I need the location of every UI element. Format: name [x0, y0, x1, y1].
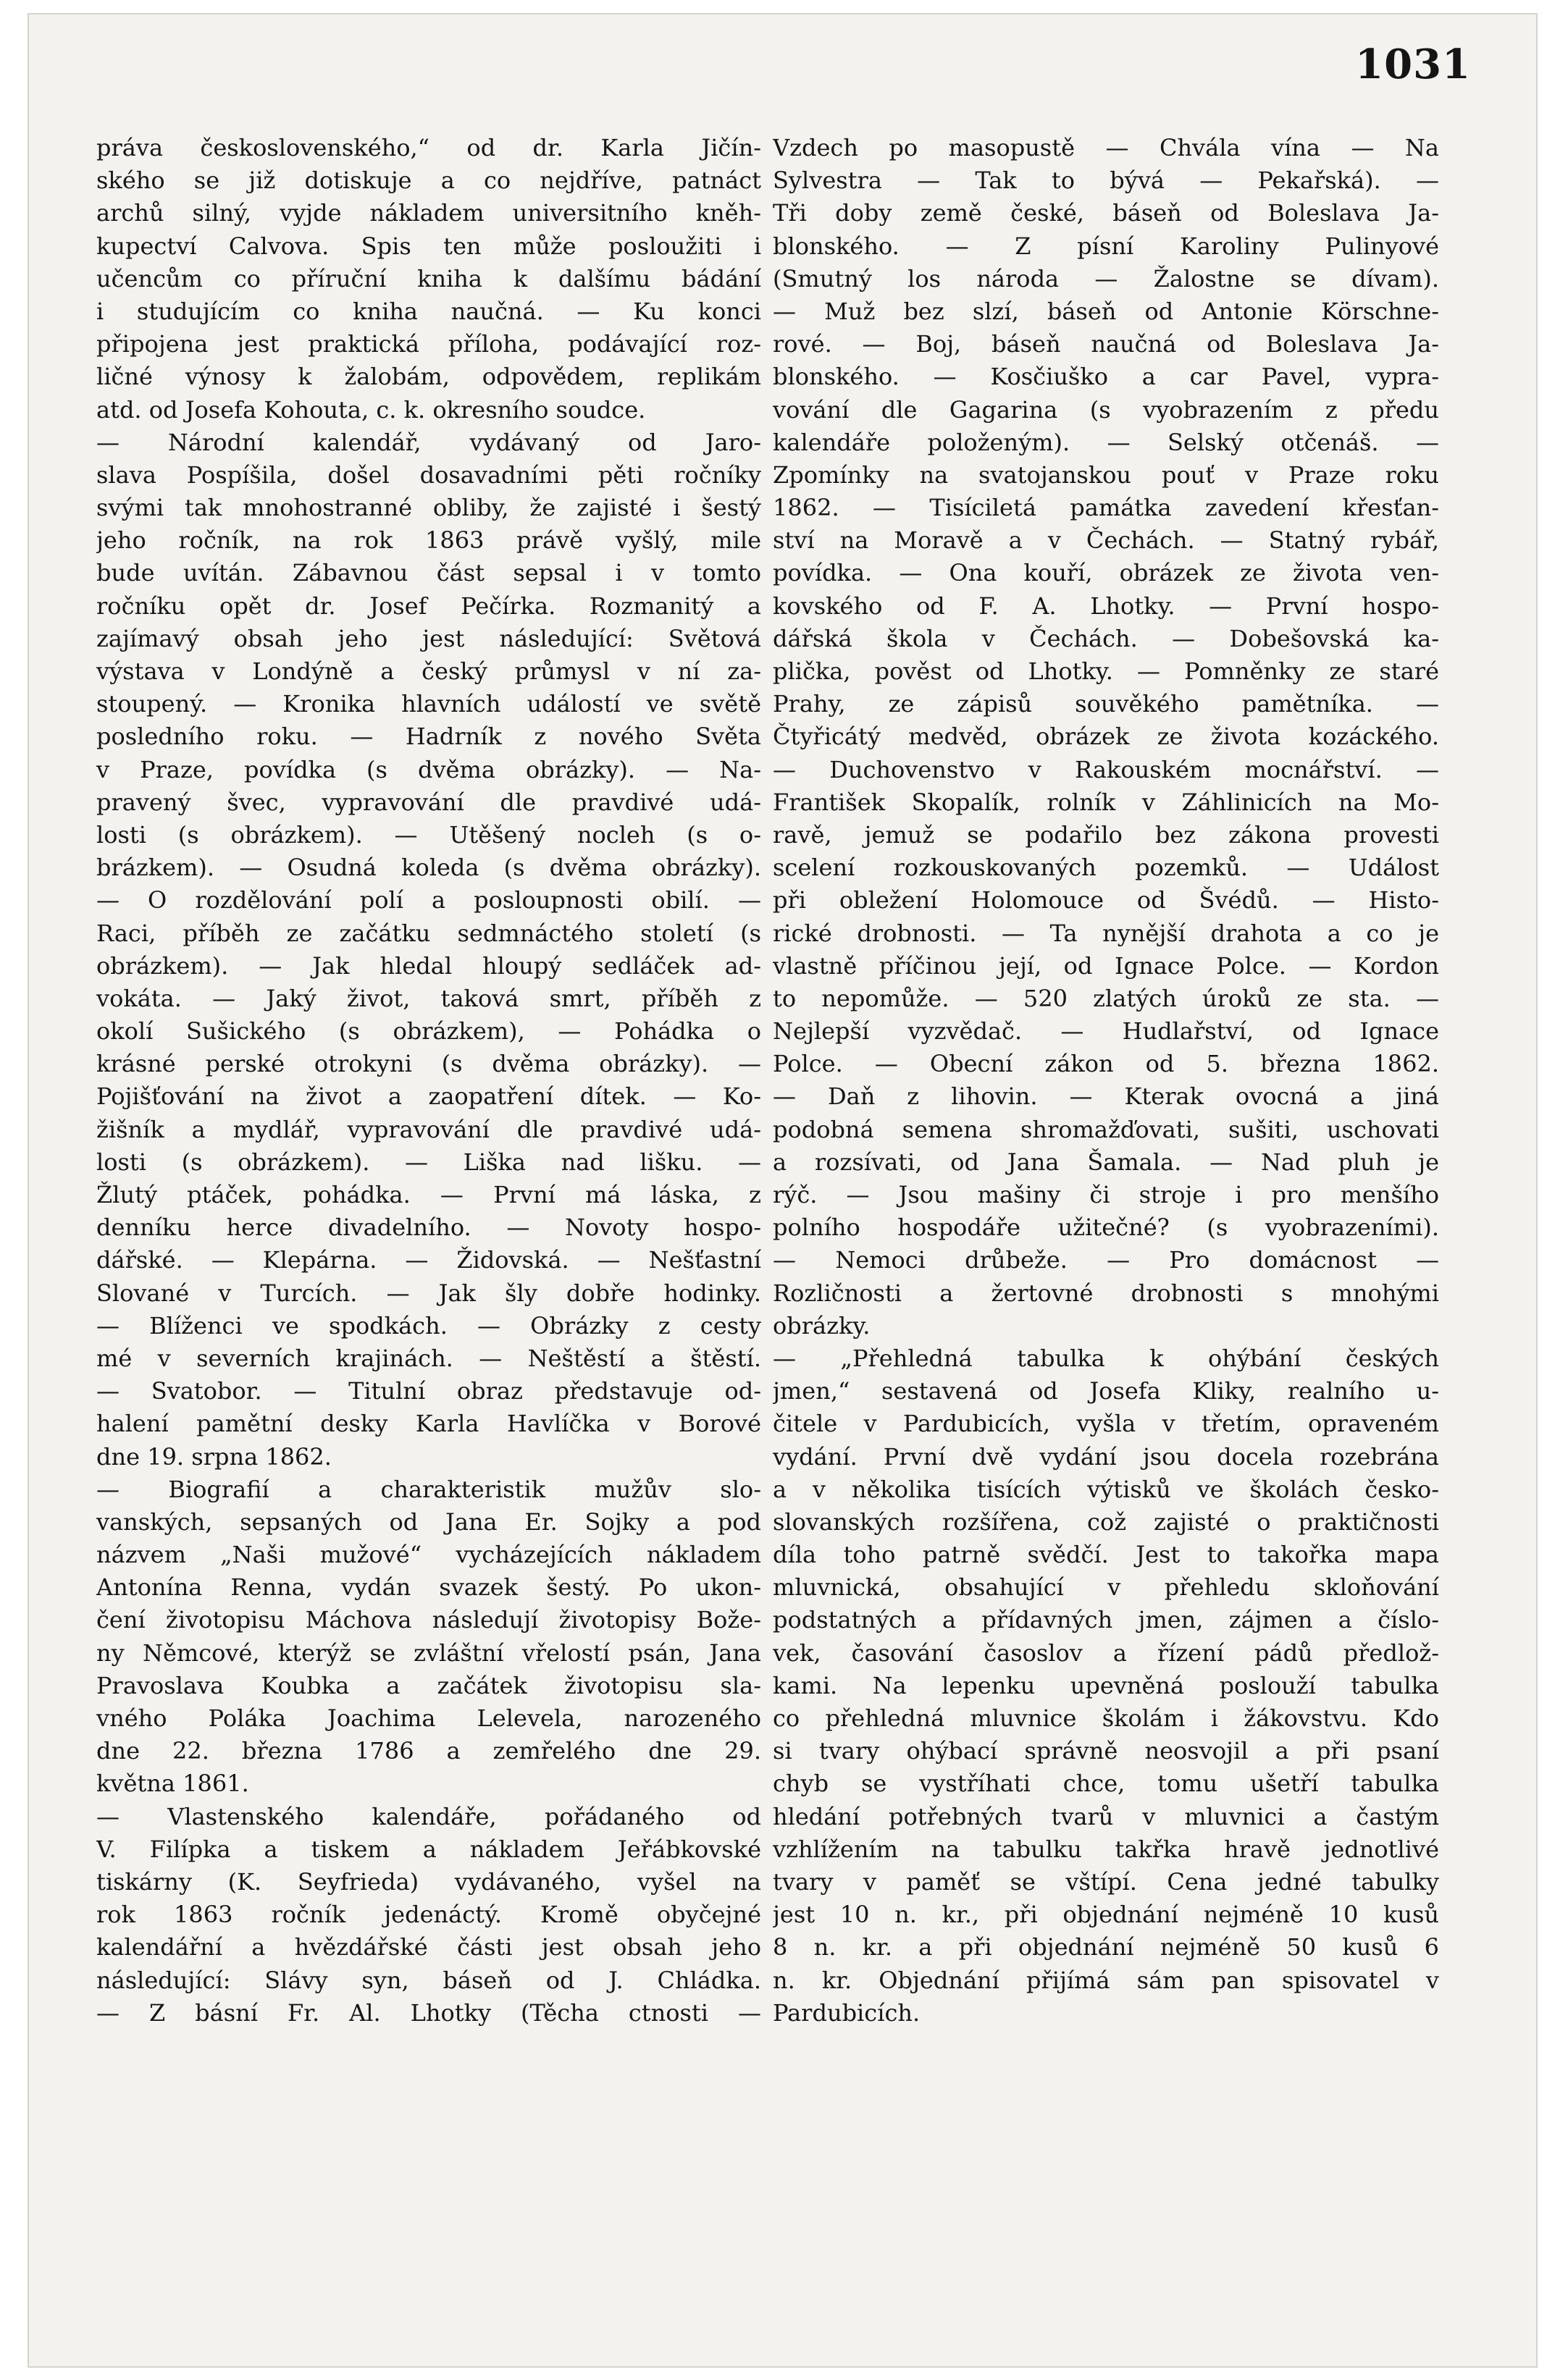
text-line: — Muž bez slzí, báseň od Antonie Körschne-	[773, 297, 1439, 325]
text-line: — Nemoci drůbeže. — Pro domácnost —	[773, 1246, 1439, 1274]
text-line: — Vlastenského kalendáře, pořádaného od	[96, 1802, 761, 1830]
text-line: Antonína Renna, vydán svazek šestý. Po ukon-	[96, 1573, 761, 1602]
text-line: vek, časování časoslov a řízení pádů předlož-	[773, 1639, 1439, 1667]
text-line: práva československého,“ od dr. Karla Jičín-	[96, 134, 761, 161]
text-line: Žlutý ptáček, pohádka. — První má láska, z	[96, 1181, 761, 1208]
text-line: — Svatobor. — Titulní obraz představuje od-	[96, 1377, 761, 1405]
text-line: brázkem). — Osudná koleda (s dvěma obrázky).	[96, 854, 761, 882]
text-line: ny Němcové, kterýž se zvláštní vřelostí psán, Jana	[96, 1639, 761, 1667]
text-line: Raci, příběh ze začátku sedmnáctého století (s	[96, 919, 761, 947]
text-line: Polce. — Obecní zákon od 5. března 1862.	[773, 1050, 1439, 1078]
text-line: bude uvítán. Zábavnou část sepsal i v tomto	[96, 559, 761, 587]
text-line: kami. Na lepenku upevněná poslouží tabulka	[773, 1671, 1439, 1699]
text-line: jmen,“ sestavená od Josefa Kliky, realního u-	[773, 1377, 1439, 1405]
text-line: chyb se vystříhati chce, tomu ušetří tabulka	[773, 1770, 1439, 1798]
text-line: Slované v Turcích. — Jak šly dobře hodinky.	[96, 1279, 761, 1307]
text-line: Vzdech po masopustě — Chvála vína — Na	[773, 134, 1439, 161]
text-line: jeho ročník, na rok 1863 právě vyšlý, mile	[96, 526, 761, 555]
text-line: V. Filípka a tiskem a nákladem Jeřábkovské	[96, 1835, 761, 1863]
text-line: stoupený. — Kronika hlavních událostí ve světě	[96, 690, 761, 718]
text-line: Nejlepší vyzvědač. — Hudlařství, od Ignace	[773, 1017, 1439, 1046]
text-line: Pardubicích.	[773, 1998, 921, 2027]
text-line: jest 10 n. kr., při objednání nejméně 10 kusů	[773, 1901, 1439, 1929]
text-line: žišník a mydlář, vypravování dle pravdivé udá-	[96, 1115, 761, 1143]
text-line: kalendářní a hvězdářské části jest obsah jeho	[96, 1933, 761, 1961]
text-line: obrázkem). — Jak hledal hloupý sedláček ad-	[96, 951, 761, 980]
text-line: vokáta. — Jaký život, taková smrt, příběh z	[96, 984, 761, 1012]
text-line: — Duchovenstvo v Rakouském mocnářství. —	[773, 755, 1439, 783]
text-line: slava Pospíšila, došel dosavadními pěti ročníky	[96, 461, 761, 489]
text-line: pravený švec, vypravování dle pravdivé udá-	[96, 788, 761, 816]
text-line: Pojišťování na život a zaopatření dítek. — Ko-	[96, 1082, 761, 1111]
text-line: ličné výnosy k žalobám, odpovědem, replikám	[96, 363, 761, 391]
text-line: dářská škola v Čechách. — Dobešovská ka-	[773, 624, 1439, 652]
text-line: polního hospodáře užitečné? (s vyobrazeními).	[773, 1214, 1439, 1242]
text-line: okolí Sušického (s obrázkem), — Pohádka o	[96, 1017, 761, 1046]
text-line: 1862. — Tisíciletá památka zavedení křesťan-	[773, 494, 1439, 522]
text-line: co přehledná mluvnice školám i žákovstvu. Kdo	[773, 1704, 1439, 1732]
text-line: při obležení Holomouce od Švédů. — Histo-	[773, 886, 1439, 914]
text-line: denníku herce divadelního. — Novoty hospo-	[96, 1214, 761, 1242]
text-line: výstava v Londýně a český průmysl v ní za-	[96, 657, 761, 685]
text-line: — Národní kalendář, vydávaný od Jaro-	[96, 428, 761, 456]
page-number: 1031	[1355, 41, 1471, 88]
text-line: Prahy, ze zápisů souvěkého pamětníka. —	[773, 690, 1439, 718]
text-line: Rozličnosti a žertovné drobnosti s mnohými	[773, 1279, 1439, 1307]
text-line: následující: Slávy syn, báseň od J. Chládka.	[96, 1966, 761, 1994]
text-line: ství na Moravě a v Čechách. — Statný rybář,	[773, 526, 1439, 555]
text-line: v Praze, povídka (s dvěma obrázky). — Na-	[96, 755, 761, 783]
text-line: hledání potřebných tvarů v mluvnici a častým	[773, 1802, 1439, 1830]
right-column	[773, 132, 1439, 2030]
text-line: tvary v paměť se vštípí. Cena jedné tabulky	[773, 1867, 1439, 1896]
text-line: kalendáře položeným). — Selský otčenáš. —	[773, 428, 1439, 456]
text-line: Tři doby země české, báseň od Boleslava Ja-	[773, 199, 1439, 227]
text-line: slovanských rozšířena, což zajisté o praktičnosti	[773, 1508, 1439, 1536]
text-line: i studujícím co kniha naučná. — Ku konci	[96, 297, 761, 325]
text-line: učencům co příruční kniha k dalšímu bádání	[96, 264, 761, 293]
page-sheet	[28, 13, 1538, 2368]
text-line: 8 n. kr. a při objednání nejméně 50 kusů 6	[773, 1933, 1439, 1961]
text-line: Čtyřicátý medvěd, obrázek ze života kozáckého.	[773, 723, 1439, 751]
text-line: — O rozdělování polí a posloupnosti obilí. —	[96, 886, 761, 914]
text-line: ského se již dotiskuje a co nejdříve, patnáct	[96, 167, 761, 195]
text-line: archů silný, vyjde nákladem universitního kněh-	[96, 199, 761, 227]
text-line: — Z básní Fr. Al. Lhotky (Těcha ctnosti —	[96, 1998, 761, 2027]
text-line: a v několika tisících výtisků ve školách česko-	[773, 1475, 1439, 1503]
text-line: rové. — Boj, báseň naučná od Boleslava Ja-	[773, 330, 1439, 358]
text-line: podobná semena shromažďovati, sušiti, uschovati	[773, 1115, 1439, 1143]
text-line: mé v severních krajinách. — Neštěstí a štěstí.	[96, 1344, 761, 1372]
text-line: připojena jest praktická příloha, podávající roz-	[96, 330, 761, 358]
text-line: vného Poláka Joachima Lelevela, narozeného	[96, 1704, 761, 1732]
text-line: vzhlížením na tabulku takřka hravě jednotlivé	[773, 1835, 1439, 1863]
text-line: vanských, sepsaných od Jana Er. Sojky a pod	[96, 1508, 761, 1536]
text-line: blonského. — Z písní Karoliny Pulinyové	[773, 232, 1439, 260]
text-line: rýč. — Jsou mašiny či stroje i pro menšího	[773, 1181, 1439, 1208]
text-line: Zpomínky na svatojanskou pouť v Praze roku	[773, 461, 1439, 489]
text-line: František Skopalík, rolník v Záhlinicích na Mo-	[773, 788, 1439, 816]
text-line: rické drobnosti. — Ta nynější drahota a co je	[773, 919, 1439, 947]
text-line: krásné perské otrokyni (s dvěma obrázky). —	[96, 1050, 761, 1078]
text-line: tiskárny (K. Seyfrieda) vydávaného, vyšel na	[96, 1867, 761, 1896]
text-line: dne 19. srpna 1862.	[96, 1442, 332, 1471]
text-line: vování dle Gagarina (s vyobrazením z předu	[773, 395, 1439, 424]
text-line: losti (s obrázkem). — Utěšený nocleh (s o-	[96, 820, 761, 849]
text-line: čitele v Pardubicích, vyšla v třetím, opraveném	[773, 1410, 1439, 1438]
text-line: mluvnická, obsahující v přehledu skloňování	[773, 1573, 1439, 1602]
text-line: díla toho patrně svědčí. Jest to takořka mapa	[773, 1541, 1439, 1569]
text-line: svými tak mnohostranné obliby, že zajisté i šestý	[96, 494, 761, 522]
text-line: podstatných a přídavných jmen, zájmen a číslo-	[773, 1606, 1439, 1634]
text-line: zajímavý obsah jeho jest následující: Světová	[96, 624, 761, 652]
text-line: a rozsívati, od Jana Šamala. — Nad pluh je	[773, 1148, 1439, 1176]
text-line: blonského. — Kosčiuško a car Pavel, vypra-	[773, 363, 1439, 391]
text-line: (Smutný los národa — Žalostne se dívam).	[773, 264, 1439, 293]
text-line: povídka. — Ona kouří, obrázek ze života ven-	[773, 559, 1439, 587]
text-line: n. kr. Objednání přijímá sám pan spisovatel v	[773, 1966, 1439, 1994]
text-line: posledního roku. — Hadrník z nového Světa	[96, 723, 761, 751]
text-line: dářské. — Klepárna. — Židovská. — Nešťastní	[96, 1246, 761, 1274]
text-line: scelení rozkouskovaných pozemků. — Událost	[773, 854, 1439, 882]
text-line: to nepomůže. — 520 zlatých úroků ze sta. —	[773, 984, 1439, 1012]
text-line: května 1861.	[96, 1770, 249, 1798]
text-line: — Blíženci ve spodkách. — Obrázky z cesty	[96, 1311, 761, 1340]
text-line: — Biografií a charakteristik mužův slo-	[96, 1475, 761, 1503]
text-line: vlastně příčinou její, od Ignace Polce. — Kordon	[773, 951, 1439, 980]
text-line: ročníku opět dr. Josef Pečírka. Rozmanitý a	[96, 592, 761, 620]
text-line: halení pamětní desky Karla Havlíčka v Borové	[96, 1410, 761, 1438]
text-line: si tvary ohýbací správně neosvojil a při psaní	[773, 1737, 1439, 1765]
text-line: Sylvestra — Tak to bývá — Pekařská). —	[773, 167, 1439, 195]
text-line: názvem „Naši mužové“ vycházejících nákladem	[96, 1541, 761, 1569]
text-line: atd. od Josefa Kohouta, c. k. okresního soudce.	[96, 395, 646, 424]
text-line: plička, pověst od Lhotky. — Pomněnky ze staré	[773, 657, 1439, 685]
text-line: — Daň z lihovin. — Kterak ovocná a jiná	[773, 1082, 1439, 1111]
text-line: losti (s obrázkem). — Liška nad lišku. —	[96, 1148, 761, 1176]
text-line: kupectví Calvova. Spis ten může posloužiti i	[96, 232, 761, 260]
text-line: dne 22. března 1786 a zemřelého dne 29.	[96, 1737, 761, 1765]
text-line: ravě, jemuž se podařilo bez zákona provesti	[773, 820, 1439, 849]
text-line: — „Přehledná tabulka k ohýbání českých	[773, 1344, 1439, 1372]
text-line: čení životopisu Máchova následují životopisy Bože-	[96, 1606, 761, 1634]
text-line: vydání. První dvě vydání jsou docela rozebrána	[773, 1442, 1439, 1471]
text-line: kovského od F. A. Lhotky. — První hospo-	[773, 592, 1439, 620]
left-column	[96, 132, 761, 2030]
text-line: obrázky.	[773, 1311, 871, 1340]
text-line: Pravoslava Koubka a začátek životopisu sla-	[96, 1671, 761, 1699]
text-line: rok 1863 ročník jedenáctý. Kromě obyčejné	[96, 1901, 761, 1929]
